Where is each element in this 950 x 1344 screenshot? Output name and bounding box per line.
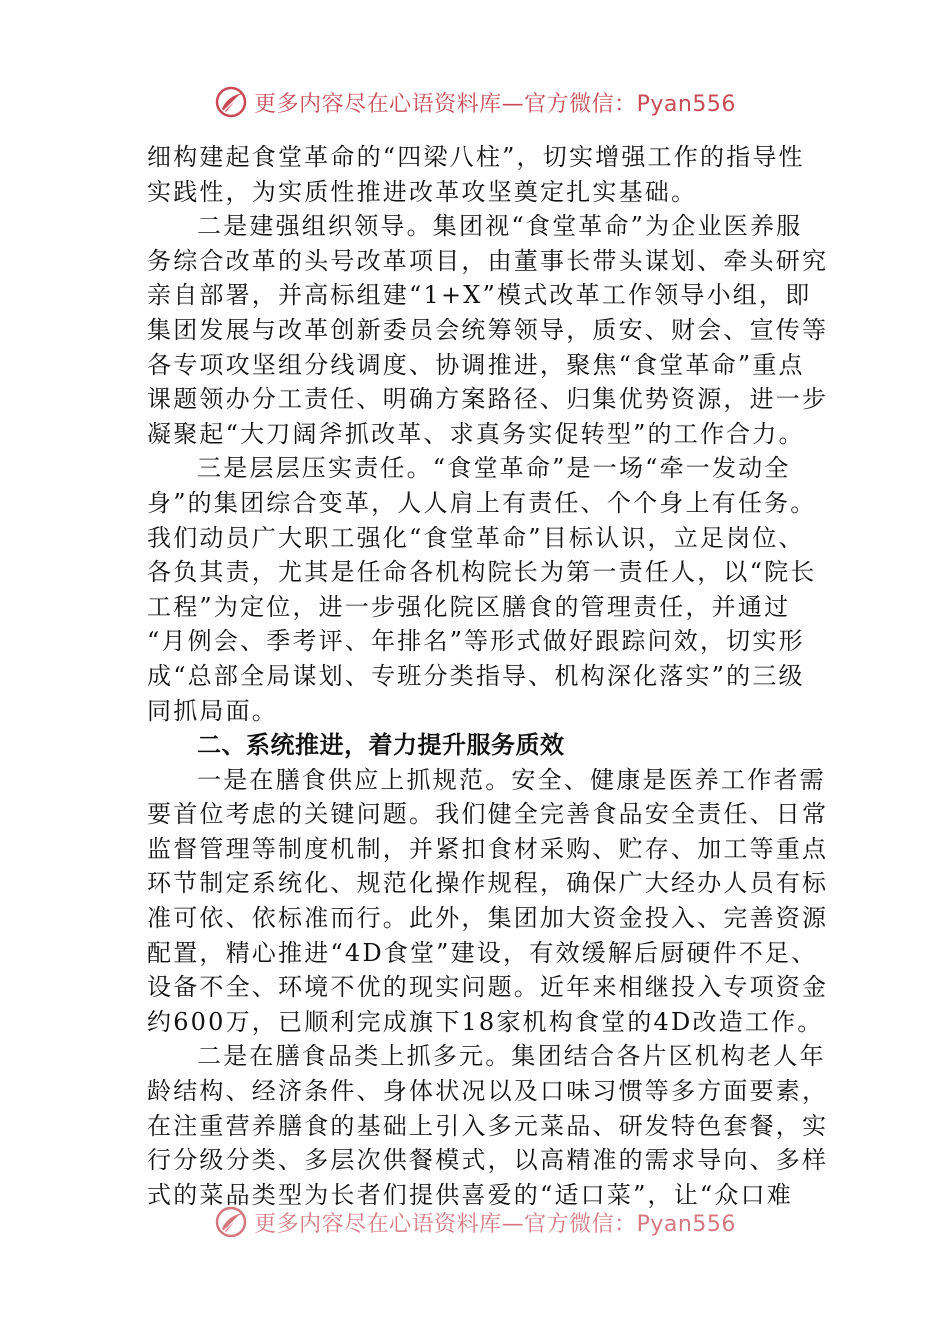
paragraph-start: 一是在膳食供应上抓规范。安全、健康是医养工作者需 — [197, 765, 826, 794]
text-line: 监督管理等制度机制，并紧扣食材采购、贮存、加工等重点 — [147, 834, 829, 863]
text-line: 在注重营养膳食的基础上引入多元菜品、研发特色套餐，实 — [147, 1111, 829, 1140]
text-line: 细构建起食堂革命的“四梁八柱”，切实增强工作的指导性 — [147, 143, 805, 171]
text-line: 各专项攻坚组分线调度、协调推进，聚焦“食堂革命”重点 — [147, 350, 805, 379]
watermark-header — [0, 82, 950, 122]
watermark-logo-icon — [214, 85, 248, 119]
text-line: 配置，精心推进“4D食堂”建设，有效缓解后厨硬件不足、 — [147, 938, 818, 967]
document-body — [147, 140, 827, 1212]
text-line: 同抓局面。 — [147, 696, 278, 725]
watermark-footer — [0, 1207, 950, 1237]
text-line: 身”的集团综合变革，人人肩上有责任、个个身上有任务。 — [147, 488, 817, 517]
watermark-top-text: 更多内容尽在心语资料库—官方微信：Pyan556 — [254, 91, 736, 117]
text-line: 务综合改革的头号改革项目，由董事长带头谋划、牵头研究 — [147, 246, 829, 275]
text-line: 设备不全、环境不优的现实问题。近年来相继投入专项资金 — [147, 973, 829, 1002]
watermark-bottom-text: 更多内容尽在心语资料库—官方微信：Pyan556 — [254, 1211, 736, 1237]
section-heading: 二、系统推进，着力提升服务质效 — [197, 731, 565, 760]
text-line: 准可依、依标准而行。此外，集团加大资金投入、完善资源 — [147, 904, 829, 933]
text-line: 课题领办分工责任、明确方案路径、归集优势资源，进一步 — [147, 385, 829, 414]
text-line: 我们动员广大职工强化“食堂革命”目标认识，立足岗位、 — [147, 523, 805, 552]
text-line: 约600万，已顺利完成旗下18家机构食堂的4D改造工作。 — [147, 1007, 824, 1036]
paragraph-start: 三是层层压实责任。“食堂革命”是一场“牵一发动全 — [197, 454, 791, 483]
text-line: 凝聚起“大刀阔斧抓改革、求真务实促转型”的工作合力。 — [147, 419, 805, 448]
paragraph-start: 二是在膳食品类上抓多元。集团结合各片区机构老人年 — [197, 1042, 826, 1071]
watermark-logo-icon — [214, 1205, 248, 1239]
paragraph-start: 二是建强组织领导。集团视“食堂革命”为企业医养服 — [197, 212, 803, 241]
text-line: 实践性，为实质性推进改革攻坚奠定扎实基础。 — [147, 177, 698, 206]
text-line: 龄结构、经济条件、身体状况以及口味习惯等多方面要素， — [147, 1077, 829, 1106]
text-line: 要首位考虑的关键问题。我们健全完善食品安全责任、日常 — [147, 800, 829, 829]
text-line: 式的菜品类型为长者们提供喜爱的“适口菜”，让“众口难 — [147, 1180, 794, 1209]
text-line: 亲自部署，并高标组建“1+X”模式改革工作领导小组，即 — [147, 281, 812, 310]
text-line: 集团发展与改革创新委员会统筹领导，质安、财会、宣传等 — [147, 315, 829, 344]
text-line: 各负其责，尤其是任命各机构院长为第一责任人，以“院长 — [147, 558, 817, 587]
text-line: 工程”为定位，进一步强化院区膳食的管理责任，并通过 — [147, 592, 791, 621]
text-line: 成“总部全局谋划、专班分类指导、机构深化落实”的三级 — [147, 661, 805, 690]
text-line: 环节制定系统化、规范化操作规程，确保广大经办人员有标 — [147, 869, 829, 898]
text-line: 行分级分类、多层次供餐模式，以高精准的需求导向、多样 — [147, 1146, 829, 1175]
text-line: “月例会、季考评、年排名”等形式做好跟踪问效，切实形 — [147, 627, 805, 656]
